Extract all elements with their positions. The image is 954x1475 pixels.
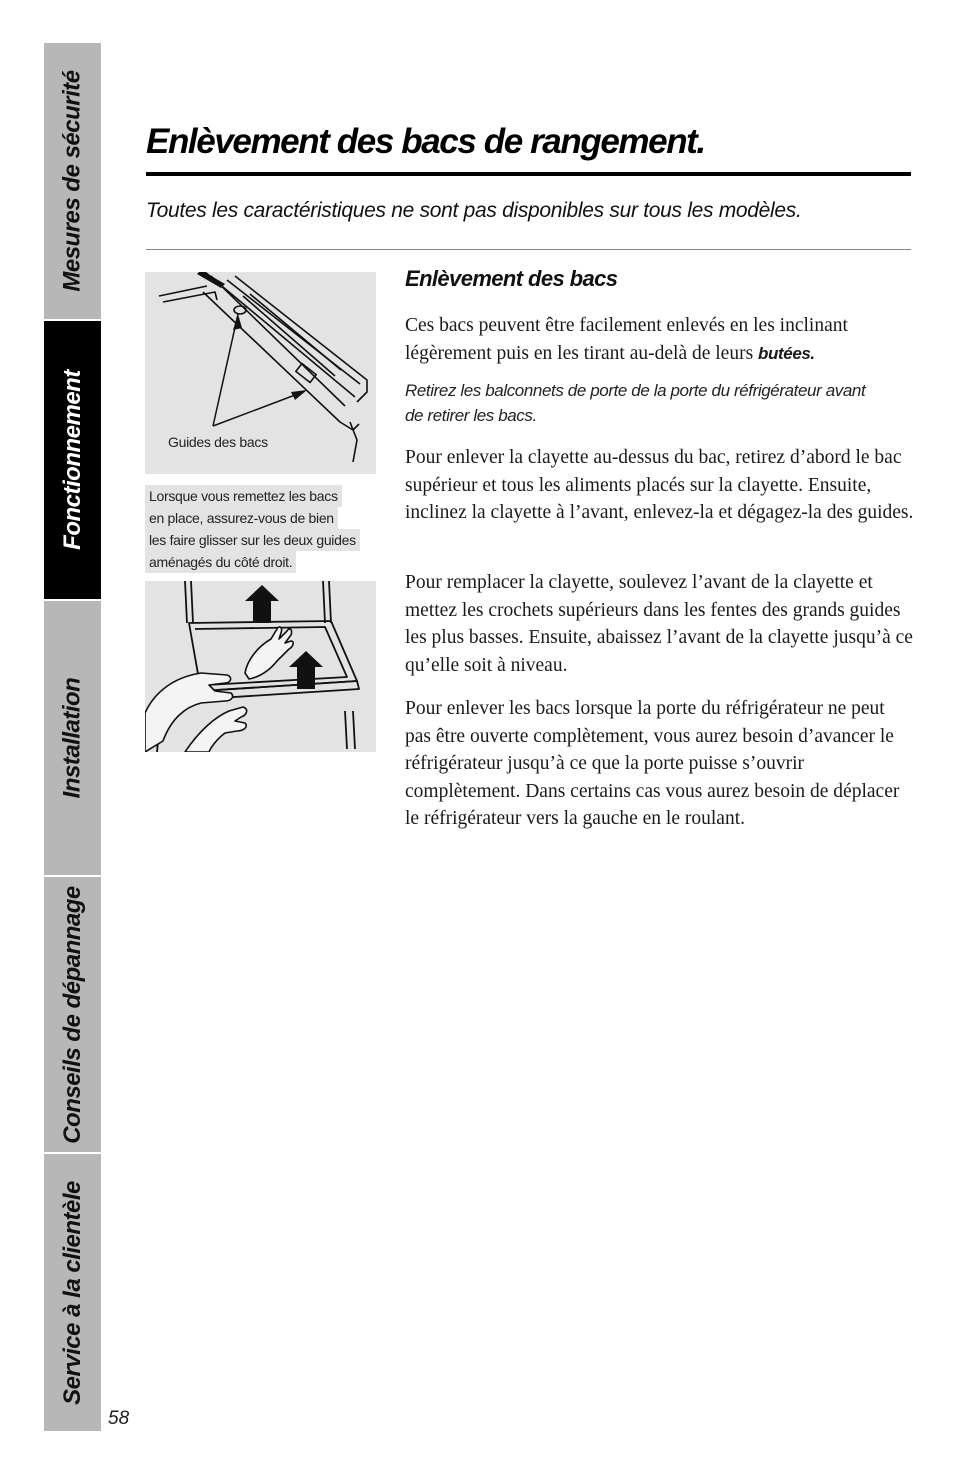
caption-line: Lorsque vous remettez les bacs <box>145 485 342 507</box>
page-number: 58 <box>108 1408 130 1429</box>
tab-label: Service à la clientèle <box>58 1180 86 1405</box>
figure-label: Guides des bacs <box>168 434 268 450</box>
title-rule <box>146 172 911 176</box>
caption-line: aménagés du côté droit. <box>145 551 296 573</box>
caption-line: les faire glisser sur les deux guides <box>145 529 360 551</box>
figure-caption <box>145 485 376 573</box>
paragraph-removal-intro <box>405 312 915 367</box>
shelf-removal-drawing <box>145 581 376 752</box>
paragraph-replace-shelf: Pour remplacer la clayette, soulevez l’avant de la clayette et mettez les crochets supérieurs dans les fentes des grands guides les plus basses. Ensuite, abaissez l’avant de la clayette jusqu’à ce qu’elle soit à niveau. <box>405 572 913 676</box>
tab-mesures-de-securite[interactable] <box>44 43 101 319</box>
bin-guides-illustration <box>145 272 376 474</box>
note-remove-door-bins: Retirez les balconnets de porte de la porte du réfrigérateur avant de retirer les bacs. <box>405 381 866 425</box>
caption-line: en place, assurez-vous de bien <box>145 507 338 529</box>
shelf-removal-illustration <box>145 581 376 752</box>
tab-installation[interactable] <box>44 601 101 875</box>
page-subtitle: Toutes les caractéristiques ne sont pas disponibles sur tous les modèles. <box>146 199 802 222</box>
page-title: Enlèvement des bacs de rangement. <box>146 122 705 161</box>
tab-label: Fonctionnement <box>58 370 86 550</box>
paragraph-remove-shelf: Pour enlever la clayette au-dessus du bac, retirez d’abord le bac supérieur et tous les aliments placés sur la clayette. Ensuite, inclinez la clayette à l’avant, enlevez-la et dégagez-la des guides. <box>405 447 914 524</box>
tab-conseils-de-depannage[interactable] <box>44 877 101 1152</box>
section-heading: Enlèvement des bacs <box>405 266 618 291</box>
tab-label: Installation <box>58 677 86 799</box>
paragraph-door-not-opening: Pour enlever les bacs lorsque la porte du réfrigérateur ne peut pas être ouverte complètement, vous aurez besoin d’avancer le réfrigérateur jusqu’à ce que la porte puisse s’ouvrir complètement. Dans certains cas vous aurez besoin de déplacer le réfrigérateur vers la gauche en le roulant. <box>405 698 900 830</box>
section-divider <box>146 249 911 250</box>
emphasis-butees: butées. <box>758 343 815 363</box>
tab-label: Mesures de sécurité <box>58 70 86 292</box>
paragraph-text: Ces bacs peuvent être facilement enlevés en les inclinant légèrement puis en les tirant au-delà de leurs <box>405 315 848 364</box>
tab-fonctionnement[interactable] <box>44 321 101 599</box>
tab-label: Conseils de dépannage <box>58 885 86 1144</box>
side-tab-bar <box>44 43 101 1431</box>
tab-service-a-la-clientele[interactable] <box>44 1154 101 1431</box>
